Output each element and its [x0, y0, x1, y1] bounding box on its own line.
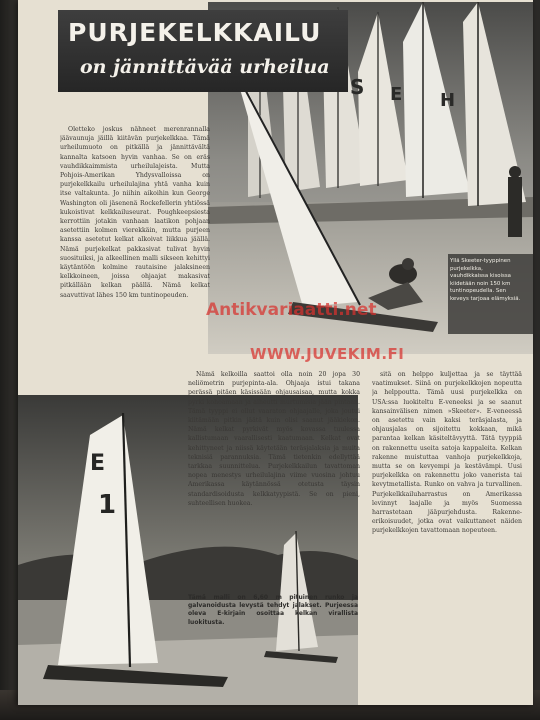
sail-letter-h: H [440, 90, 456, 111]
sail-letter-e-bottom: E [90, 451, 106, 476]
intro-text-column [60, 125, 210, 385]
watermark-antikvariaatti: Antikvariaatti.net [206, 300, 377, 320]
article-title: PURJEKELKKAILU [68, 18, 322, 47]
right-paragraph: sitä on helppo kuljettaa ja se täyttää vaatimukset. Siinä on purjekelkkojen nopeutta ja helppoutta. Tämä uusi purjekelkka on USA:ssa luokiteltu E-veneeksi ja se saanut kansainvälisen nimen »Skeeter». E-veneessä on asetettu vain kaksi teräsjalasta, ja ohjausjalas on sijoitettu kokkaan, mikä parantaa kelkan käsiteltävyyttä. Tätä tyyppiä on rakennettu useita satoja kappaleita. Kelkan rakenne muistuttaa vanhoja purjekelkkoja, mutta se on kevyempi ja kestävämpi. Uusi purjekelkka on rakennettu joko vanerista tai kevytmetallista. Runko on vahva ja turvallinen. Purjekelkkailuharrastus on Amerikassa levinnyt laajalle ja myös Suomessa harrastetaan jääpurjehdusta. Rakenne-erikoisuudet, jotka ovat vaikuttaneet näiden purjekelkkojen tavattomaan nopeuteen. [372, 371, 522, 535]
right-text-column [372, 370, 522, 705]
title-banner [58, 10, 348, 92]
top-photo-caption: Yllä Skeeter-tyyppinen purjekelkka, vauhdikkaissa kisoissa kiidetään noin 150 km tuntinopeudella. Sen keveys tarjoaa elämyksiä. [450, 258, 521, 302]
intro-paragraph: Oletteko joskus nähneet merenrannalla jäävaunuja jäillä kiitävän purjekelkkaa. Tämä urheilumuoto on pitkällä ja jännittävältä kannalta katsoen hyvin vanhaa. Se on eräs vauhdikkaimmista urheilulajeista. Mutta Pohjois-Amerikan Yhdysvalloissa on purjekelkkailu urheilulajina yhtä vanha kuin itse valtakunta. Jo niihin aikoihin kun George Washington oli jäsenenä Rockefellerin yhtiössä kukoistivat kelkkailuseurat. Poughkeepsiesta kerrottiin jotakin vanhaan laatikon pohjaan asetettiin kolmen vierekkäin, mutta purjeen kanssa asetetut kelkat alkoivat liikkua jäällä. Nämä purjekelkat pakkasivat tulivat hyvin suosituiksi, ja alkeellinen malli sikseen kehittyi käytäntöön kolmine rautaisine jalaksineen kelkkoineen, joissa ohjaajat makasivat pitkällään kelkan päällä. Nämä kelkat saavuttivat lähes 150 km tuntinopeuden. [60, 126, 210, 299]
sail-letter-s: S [350, 75, 365, 99]
middle-paragraph: Nämä kelkoilla saattoi olla noin 20 jopa 30 neliömetrin purjepinta-ala. Ohjaaja istui takana perässä pitäen käsissään ohjausaisaa, mutta kokka pyrki kohoamaan ja aiheutti murtumisia jään pintaan. Tämä tyyppi ei ollut vaaraton ohjaajalle, joka joutui kiitämään pitkin jäätä kuin olisi saanut jääkiekon. Nämä kelkat pyrkivät myös kovassa tuulessa kallistumaan vaarallisesti kaatumaan. Kelkat ovat kehittyneet ja niissä käytetään teräsjalaksia ja muita teknisiä parannuksia. Tämä tietenkin edellyttää tarkkaa suunnittelua. Purjekelkkailun tavattoman nopea menestys urheilulajina viime vuosina johtuu Amerikassa käytännössä otetusta täysin standardisoidusta kelkkatyypistä. Se on pieni, suhteellisen huokea. [188, 371, 360, 507]
middle-text-column [188, 370, 360, 600]
bottom-photo-caption: Tämä malli on 6,60 m pituinen runko ja galvanoidusta levystä tehdyt jalakset. Purjeessa oleva E-kirjain osoittaa kelkan virallista luokitusta. [188, 594, 358, 626]
sail-letter-e: E [390, 84, 403, 105]
article-subtitle: on jännittävää urheilua [80, 56, 330, 78]
magazine-page [18, 0, 533, 705]
sail-number: 1 [98, 490, 117, 520]
watermark-juvekim: WWW.JUVEKIM.FI [250, 345, 405, 363]
